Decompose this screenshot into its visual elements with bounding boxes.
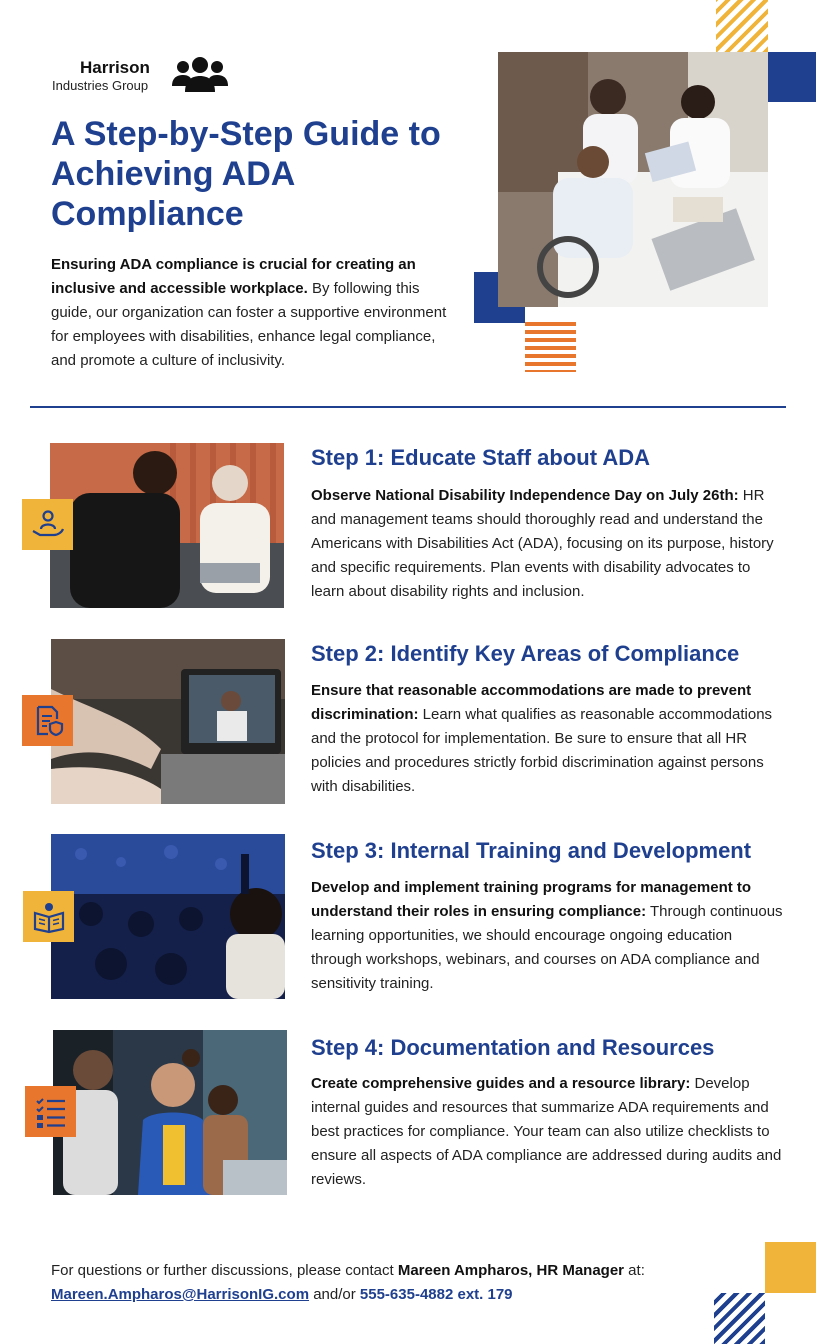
footer-at: at:: [624, 1262, 645, 1279]
step-3-rest: Through continuous learning opportunities, we should encourage ongoing education through workshops, webinars, and courses on ADA compliance and sensitivity training.: [311, 903, 783, 992]
step-4-body: [311, 1072, 783, 1192]
decor-blue-square-top: [767, 52, 816, 102]
step-1-photo: [50, 443, 284, 608]
step-3: [0, 834, 816, 1004]
step-4: [0, 1030, 816, 1200]
email-link[interactable]: Mareen.Ampharos@HarrisonIG.com: [51, 1286, 310, 1303]
phone-number[interactable]: 555-635-4882 ext. 179: [359, 1286, 513, 1303]
intro-lead: Ensuring ADA compliance is crucial for creating an inclusive and accessible workplace.: [51, 256, 416, 297]
step-4-title: Step 4: Documentation and Resources: [311, 1035, 715, 1060]
footer-andor: and/or: [309, 1286, 360, 1303]
people-group-icon: [170, 56, 230, 96]
step-4-rest: Develop internal guides and resources that summarize ADA requirements and best practices for compliance. Your team can also utilize checklists to ensure all aspects of ADA compliance are addressed during audits and reviews.: [311, 1075, 782, 1188]
step-2: [0, 639, 816, 809]
step-2-lead: Ensure that reasonable accommodations are made to prevent discrimination:: [311, 682, 752, 723]
book-reader-icon: [31, 899, 67, 935]
hand-person-icon: [30, 507, 66, 543]
document-shield-icon: [30, 703, 66, 739]
page-title: A Step-by-Step Guide to Achieving ADA Compliance: [51, 115, 441, 233]
step-1-title: Step 1: Educate Staff about ADA: [311, 445, 650, 470]
step-3-lead: Develop and implement training programs for management to understand their roles in ensuring compliance:: [311, 879, 752, 920]
logo-subtitle: Industries Group: [52, 78, 149, 93]
step-2-icon-badge: [22, 695, 73, 746]
intro-paragraph: [51, 253, 451, 373]
footer-prefix: For questions or further discussions, please contact: [51, 1262, 398, 1279]
intro-rest: By following this guide, our organization can foster a supportive environment for employees with disabilities, enhance legal compliance, and promote a culture of inclusivity.: [51, 280, 447, 369]
step-2-title: Step 2: Identify Key Areas of Compliance: [311, 641, 740, 666]
contact-footer: [51, 1259, 751, 1307]
decor-orange-lines: [525, 322, 576, 372]
step-2-body: [311, 679, 783, 799]
step-3-body: [311, 876, 783, 996]
step-4-lead: Create comprehensive guides and a resource library:: [311, 1075, 691, 1092]
step-3-photo: [51, 834, 285, 999]
step-1: [0, 443, 816, 613]
step-3-title: Step 3: Internal Training and Development: [311, 838, 752, 863]
step-1-body: [311, 484, 783, 604]
step-4-photo: [53, 1030, 287, 1195]
step-2-rest: Learn what qualifies as reasonable accommodations and the protocol for implementation. Be sure to ensure that all HR policies and procedures strictly forbid discrimination against persons with disabilities.: [311, 706, 773, 795]
step-4-icon-badge: [25, 1086, 76, 1137]
step-2-photo: [51, 639, 285, 804]
logo-name: Harrison: [80, 58, 150, 77]
step-1-icon-badge: [22, 499, 73, 550]
checklist-icon: [33, 1094, 69, 1130]
step-1-rest: HR and management teams should thoroughly read and understand the Americans with Disabilities Act (ADA), focusing on its purpose, history and specific requirements. Plan events with disability advocates to learn about disability rights and inclusion.: [311, 487, 774, 600]
step-1-lead: Observe National Disability Independence Day on July 26th:: [311, 487, 739, 504]
section-divider: [30, 406, 786, 408]
hero-photo-team-meeting: [498, 52, 768, 307]
decor-yellow-square-bottom: [765, 1242, 816, 1293]
footer-contact-name: Mareen Ampharos, HR Manager: [397, 1262, 625, 1279]
company-logo: [52, 56, 232, 96]
decor-yellow-stripes: [716, 0, 768, 52]
step-3-icon-badge: [23, 891, 74, 942]
